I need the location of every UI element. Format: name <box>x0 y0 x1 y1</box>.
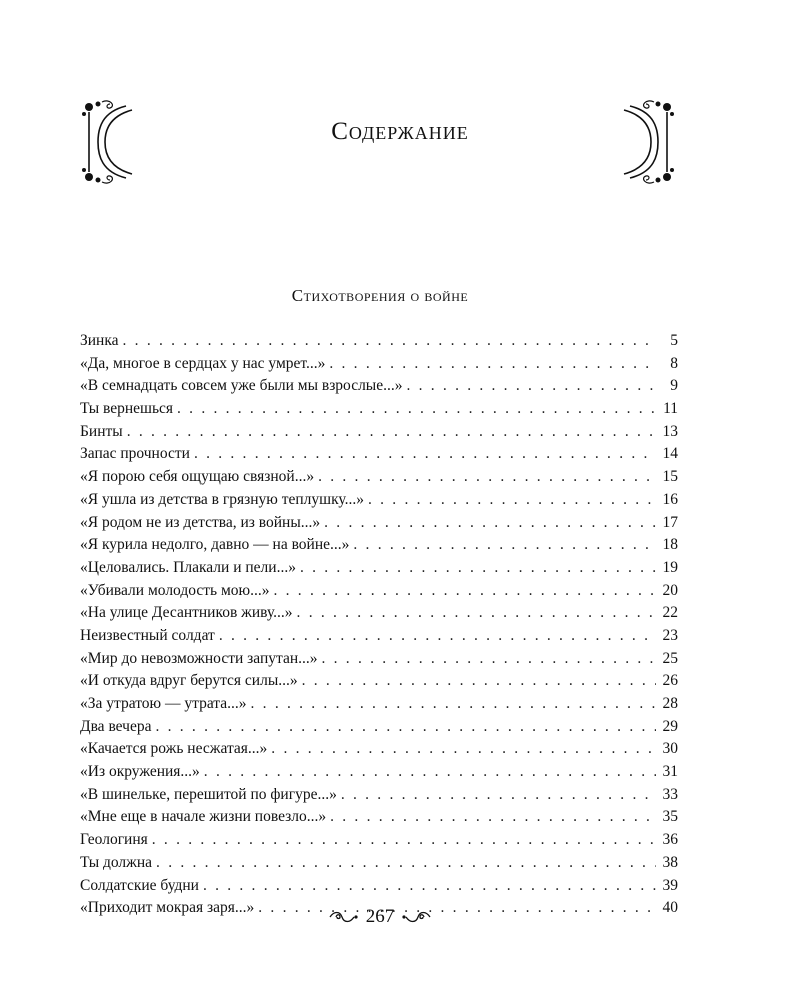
toc-leader-dots <box>368 489 656 512</box>
toc-entry-page: 36 <box>662 831 678 849</box>
toc-entry-page: 9 <box>670 377 678 395</box>
toc-entry-page: 22 <box>662 604 678 622</box>
toc-entry <box>80 580 678 603</box>
toc-entry-page: 20 <box>662 581 678 599</box>
toc-entry-page: 40 <box>662 899 678 917</box>
toc-entry-page: 28 <box>662 695 678 712</box>
toc-entry-title: Зинка <box>80 332 119 349</box>
toc-entry <box>80 375 678 398</box>
toc-entry <box>80 353 678 376</box>
toc-leader-dots <box>341 784 656 807</box>
toc-entry-title: «Я порою себя ощущаю связной...» <box>80 468 315 486</box>
toc-entry <box>80 330 678 353</box>
toc-entry <box>80 738 678 761</box>
toc-leader-dots <box>329 353 656 376</box>
toc-entry-page: 8 <box>670 354 678 372</box>
toc-leader-dots <box>300 557 656 580</box>
toc-entry-page: 5 <box>670 332 678 349</box>
toc-entry-title: Ты должна <box>80 853 153 871</box>
page-footer <box>0 906 760 928</box>
toc-leader-dots <box>127 421 656 444</box>
toc-entry-page: 25 <box>662 649 678 667</box>
toc-entry-title: Запас прочности <box>80 445 190 463</box>
toc-entry-page: 15 <box>662 468 678 486</box>
toc-entry-page: 30 <box>662 740 678 758</box>
toc-entry-page: 38 <box>662 853 678 871</box>
toc-entry-title: «Качается рожь несжатая...» <box>80 740 268 758</box>
toc-leader-dots <box>194 443 656 466</box>
toc-entry-title: «Я курила недолго, давно — на войне...» <box>80 536 350 554</box>
toc-entry <box>80 693 678 716</box>
toc-leader-dots <box>152 829 656 852</box>
toc-entry-page: 31 <box>662 763 678 781</box>
toc-entry-title: «Да, многое в сердцах у нас умрет...» <box>80 354 326 372</box>
toc-entry-page: 23 <box>662 626 678 644</box>
toc-entry-title: «И откуда вдруг берутся силы...» <box>80 672 298 690</box>
toc-leader-dots <box>324 512 656 535</box>
toc-entry <box>80 443 678 466</box>
toc-entry <box>80 806 678 829</box>
toc-entry-title: «Мир до невозможности запутан...» <box>80 649 318 667</box>
toc-leader-dots <box>353 534 656 557</box>
toc-leader-dots <box>203 875 656 898</box>
toc-entry-title: Бинты <box>80 422 123 440</box>
toc-entry <box>80 761 678 784</box>
toc-entry <box>80 398 678 421</box>
toc-entry-title: Ты вернешься <box>80 400 174 418</box>
section-heading: Стихотворения о войне <box>291 286 469 305</box>
toc-entry <box>80 489 678 512</box>
toc-entry-title: «Убивали молодость мою...» <box>80 581 270 599</box>
toc-leader-dots <box>251 693 656 716</box>
toc-entry <box>80 466 678 489</box>
toc-entry-page: 14 <box>662 445 678 463</box>
swirl-ornament-icon <box>402 910 432 924</box>
toc-entry <box>80 829 678 852</box>
toc-entry-title: «За утратою — утрата...» <box>80 695 247 712</box>
toc-entry <box>80 625 678 648</box>
toc-entry <box>80 875 678 898</box>
toc-entry <box>80 784 678 807</box>
toc-entry-title: «В семнадцать совсем уже были мы взрослые...» <box>80 377 403 395</box>
toc-entry <box>80 421 678 444</box>
toc-leader-dots <box>204 761 656 784</box>
toc-entry-title: «Я родом не из детства, из войны...» <box>80 513 321 531</box>
table-of-contents <box>80 330 678 920</box>
toc-entry-page: 26 <box>662 672 678 690</box>
toc-leader-dots <box>177 398 656 421</box>
toc-entry-page: 19 <box>662 558 678 576</box>
toc-entry-title: «В шинельке, перешитой по фигуре...» <box>80 785 337 803</box>
toc-entry <box>80 670 678 693</box>
toc-entry <box>80 512 678 535</box>
page-number: 267 <box>365 906 395 927</box>
toc-entry-title: «Приходит мокрая заря...» <box>80 899 255 917</box>
toc-leader-dots <box>302 670 656 693</box>
toc-entry <box>80 716 678 739</box>
toc-entry <box>80 534 678 557</box>
toc-entry-title: «Я ушла из детства в грязную теплушку...» <box>80 490 364 508</box>
toc-leader-dots <box>274 580 657 603</box>
toc-leader-dots <box>219 625 656 648</box>
toc-entry-title: Геологиня <box>80 831 148 849</box>
toc-entry-page: 17 <box>662 513 678 531</box>
toc-entry-title: «Из окружения...» <box>80 763 200 781</box>
toc-entry <box>80 602 678 625</box>
toc-entry <box>80 648 678 671</box>
toc-leader-dots <box>155 716 656 739</box>
toc-leader-dots <box>297 602 656 625</box>
toc-leader-dots <box>123 330 656 353</box>
toc-entry-title: «Мне еще в начале жизни повезло...» <box>80 808 327 826</box>
toc-entry-page: 29 <box>662 717 678 735</box>
toc-entry-page: 35 <box>662 808 678 826</box>
toc-entry-page: 18 <box>662 536 678 554</box>
toc-leader-dots <box>406 375 656 398</box>
toc-leader-dots <box>318 466 656 489</box>
toc-leader-dots <box>156 852 656 875</box>
toc-leader-dots <box>271 738 656 761</box>
toc-entry-title: Два вечера <box>80 717 152 735</box>
page-title: Содержание <box>331 118 469 145</box>
toc-entry-title: «На улице Десантников живу...» <box>80 604 293 622</box>
toc-entry-page: 11 <box>663 400 678 418</box>
toc-leader-dots <box>330 806 656 829</box>
toc-entry-page: 33 <box>662 785 678 803</box>
toc-entry <box>80 852 678 875</box>
toc-entry <box>80 557 678 580</box>
swirl-ornament-icon <box>328 910 358 924</box>
toc-entry-title: Солдатские будни <box>80 876 199 894</box>
toc-entry-page: 39 <box>662 876 678 894</box>
toc-entry-page: 16 <box>662 490 678 508</box>
toc-leader-dots <box>322 648 657 671</box>
toc-entry-title: Неизвестный солдат <box>80 626 215 644</box>
toc-entry-title: «Целовались. Плакали и пели...» <box>80 558 296 576</box>
toc-entry-page: 13 <box>662 422 678 440</box>
